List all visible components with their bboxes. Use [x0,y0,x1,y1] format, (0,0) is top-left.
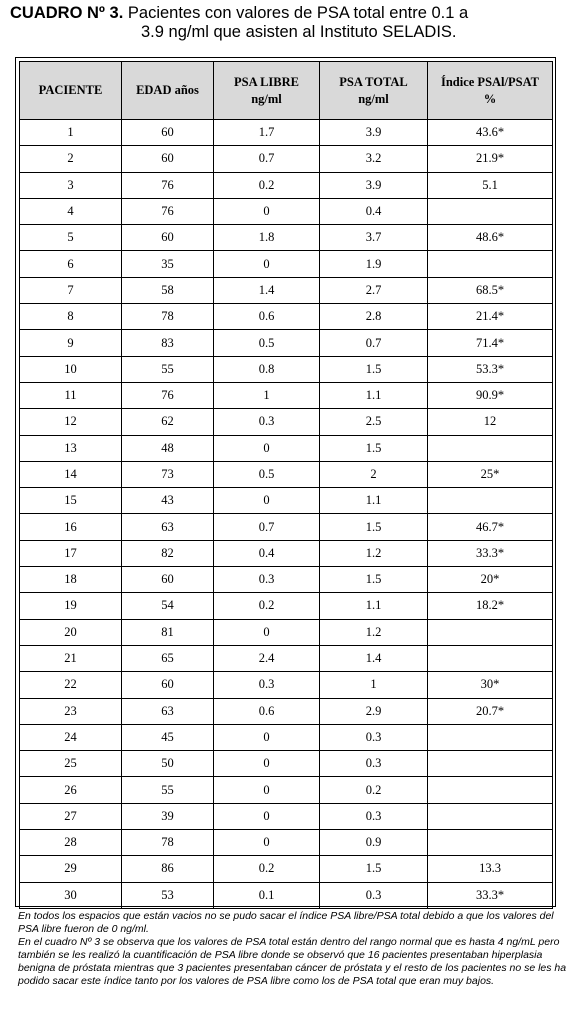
cell-edad: 60 [122,672,214,698]
cell-psa-total: 0.3 [320,882,428,908]
cell-psa-libre: 1.8 [214,225,320,251]
cell-paciente: 3 [20,172,122,198]
cell-psa-total: 1 [320,672,428,698]
header-edad: EDAD años [122,62,214,120]
cell-edad: 63 [122,514,214,540]
cell-psa-total: 2 [320,461,428,487]
cell-edad: 53 [122,882,214,908]
cell-psa-total: 0.3 [320,751,428,777]
cell-indice [428,251,553,277]
table-row [20,698,553,724]
cell-edad: 76 [122,172,214,198]
cell-indice: 46.7* [428,514,553,540]
cell-psa-libre: 0.2 [214,593,320,619]
cell-psa-libre: 0 [214,803,320,829]
cell-edad: 78 [122,304,214,330]
table-row [20,514,553,540]
cell-edad: 58 [122,277,214,303]
cell-indice: 20.7* [428,698,553,724]
cell-psa-total: 3.9 [320,120,428,146]
table-row [20,435,553,461]
cell-paciente: 9 [20,330,122,356]
table-row [20,856,553,882]
table-body [20,120,553,909]
cell-psa-total: 1.2 [320,540,428,566]
cell-psa-libre: 0.2 [214,172,320,198]
cell-edad: 48 [122,435,214,461]
footnote [18,910,571,988]
cell-psa-total: 3.9 [320,172,428,198]
table-header-row [20,62,553,120]
cell-indice: 90.9* [428,382,553,408]
cell-edad: 39 [122,803,214,829]
cell-psa-libre: 0.5 [214,330,320,356]
cell-edad: 63 [122,698,214,724]
cell-psa-libre: 0.4 [214,540,320,566]
cell-psa-total: 1.5 [320,856,428,882]
cell-indice [428,751,553,777]
cell-paciente: 8 [20,304,122,330]
cell-indice [428,198,553,224]
cell-indice [428,830,553,856]
cell-paciente: 15 [20,488,122,514]
cell-psa-total: 3.2 [320,146,428,172]
cell-psa-total: 1.1 [320,593,428,619]
cell-edad: 82 [122,540,214,566]
cell-paciente: 13 [20,435,122,461]
table-row [20,803,553,829]
cell-paciente: 11 [20,382,122,408]
cell-indice: 48.6* [428,225,553,251]
cell-indice: 43.6* [428,120,553,146]
cell-paciente: 7 [20,277,122,303]
patients-table [19,61,553,909]
cell-indice: 30* [428,672,553,698]
cell-psa-total: 1.5 [320,514,428,540]
caption-text-line1: Pacientes con valores de PSA total entre 0.1 a [127,4,469,22]
cell-paciente: 30 [20,882,122,908]
table-row [20,645,553,671]
cell-indice: 13.3 [428,856,553,882]
cell-indice: 21.9* [428,146,553,172]
cell-edad: 81 [122,619,214,645]
table-row [20,409,553,435]
cell-edad: 43 [122,488,214,514]
cell-psa-total: 0.4 [320,198,428,224]
cell-edad: 60 [122,225,214,251]
header-paciente: PACIENTE [20,62,122,120]
table-row [20,593,553,619]
cell-edad: 86 [122,856,214,882]
cell-edad: 55 [122,356,214,382]
cell-psa-libre: 0.3 [214,672,320,698]
cell-paciente: 12 [20,409,122,435]
cell-edad: 45 [122,724,214,750]
cell-psa-total: 2.8 [320,304,428,330]
table-row [20,146,553,172]
table-row [20,356,553,382]
cell-psa-libre: 0 [214,619,320,645]
cell-edad: 78 [122,830,214,856]
cell-paciente: 10 [20,356,122,382]
table-row [20,488,553,514]
cell-paciente: 16 [20,514,122,540]
cell-indice: 21.4* [428,304,553,330]
header-psa-total: PSA TOTAL ng/ml [320,62,428,120]
cell-indice: 33.3* [428,882,553,908]
cell-psa-total: 3.7 [320,225,428,251]
cell-psa-total: 1.2 [320,619,428,645]
cell-indice [428,777,553,803]
cell-edad: 83 [122,330,214,356]
cell-indice: 18.2* [428,593,553,619]
cell-indice [428,619,553,645]
cell-psa-total: 1.9 [320,251,428,277]
cell-psa-libre: 0 [214,724,320,750]
cell-paciente: 14 [20,461,122,487]
cell-psa-total: 1.1 [320,488,428,514]
table-caption [10,4,570,42]
table-frame [15,57,556,907]
cell-indice [428,803,553,829]
table-row [20,382,553,408]
table-row [20,672,553,698]
cell-paciente: 28 [20,830,122,856]
cell-edad: 73 [122,461,214,487]
cell-psa-libre: 0 [214,488,320,514]
cell-psa-libre: 0 [214,435,320,461]
footnote-paragraph-2: En el cuadro Nº 3 se observa que los valores de PSA total están dentro del rango normal que es hasta 4 ng/mL pero también se les realizó la cuantificación de PSA libre donde se observó que 16 pacientes presentaban hiperplasia benigna de próstata mientras que 3 pacientes presentaban cáncer de próstata y el resto de los pacientes no se les ha podido sacar este índice tanto por los valores de PSA libre como los de PSA total que eran muy bajos. [18,936,567,987]
cell-paciente: 18 [20,567,122,593]
cell-edad: 62 [122,409,214,435]
caption-label: CUADRO Nº 3. [10,4,124,22]
cell-psa-libre: 0 [214,751,320,777]
cell-psa-libre: 0.8 [214,356,320,382]
cell-psa-libre: 1.7 [214,120,320,146]
header-psa-libre: PSA LIBRE ng/ml [214,62,320,120]
table-row [20,330,553,356]
cell-psa-total: 1.5 [320,567,428,593]
cell-psa-total: 1.5 [320,356,428,382]
cell-indice: 12 [428,409,553,435]
table-row [20,724,553,750]
cell-psa-total: 0.3 [320,724,428,750]
cell-paciente: 1 [20,120,122,146]
cell-indice: 53.3* [428,356,553,382]
cell-edad: 60 [122,120,214,146]
cell-indice: 25* [428,461,553,487]
cell-edad: 76 [122,198,214,224]
cell-psa-total: 0.9 [320,830,428,856]
cell-edad: 65 [122,645,214,671]
table-row [20,619,553,645]
cell-psa-total: 1.1 [320,382,428,408]
cell-paciente: 25 [20,751,122,777]
cell-paciente: 17 [20,540,122,566]
caption-text-line2: 3.9 ng/ml que asisten al Instituto SELADIS. [141,23,457,41]
cell-edad: 76 [122,382,214,408]
cell-edad: 60 [122,146,214,172]
cell-psa-total: 2.7 [320,277,428,303]
cell-psa-libre: 1 [214,382,320,408]
cell-paciente: 2 [20,146,122,172]
cell-indice: 33.3* [428,540,553,566]
table-row [20,198,553,224]
cell-psa-libre: 0.7 [214,514,320,540]
cell-psa-libre: 2.4 [214,645,320,671]
cell-psa-libre: 0 [214,198,320,224]
table-row [20,304,553,330]
table-row [20,777,553,803]
table-row [20,172,553,198]
table-row [20,882,553,908]
cell-psa-libre: 0.6 [214,304,320,330]
cell-paciente: 19 [20,593,122,619]
cell-psa-libre: 0 [214,777,320,803]
cell-paciente: 20 [20,619,122,645]
cell-indice: 68.5* [428,277,553,303]
cell-paciente: 23 [20,698,122,724]
cell-psa-total: 2.9 [320,698,428,724]
cell-psa-libre: 1.4 [214,277,320,303]
cell-psa-libre: 0.1 [214,882,320,908]
cell-paciente: 29 [20,856,122,882]
table-row [20,461,553,487]
cell-indice [428,435,553,461]
cell-indice [428,724,553,750]
table-row [20,277,553,303]
table-row [20,540,553,566]
cell-psa-total: 0.7 [320,330,428,356]
cell-paciente: 6 [20,251,122,277]
cell-psa-libre: 0.6 [214,698,320,724]
header-indice: Índice PSAl/PSAT % [428,62,553,120]
cell-psa-libre: 0.5 [214,461,320,487]
cell-psa-libre: 0.7 [214,146,320,172]
cell-paciente: 4 [20,198,122,224]
cell-indice [428,645,553,671]
cell-indice [428,488,553,514]
table-row [20,751,553,777]
cell-psa-total: 0.2 [320,777,428,803]
cell-paciente: 21 [20,645,122,671]
cell-paciente: 24 [20,724,122,750]
table-row [20,567,553,593]
cell-edad: 54 [122,593,214,619]
cell-psa-libre: 0 [214,830,320,856]
table-row [20,120,553,146]
cell-paciente: 5 [20,225,122,251]
cell-psa-libre: 0 [214,251,320,277]
cell-edad: 55 [122,777,214,803]
cell-paciente: 26 [20,777,122,803]
cell-edad: 60 [122,567,214,593]
cell-psa-total: 1.5 [320,435,428,461]
cell-indice: 71.4* [428,330,553,356]
cell-paciente: 22 [20,672,122,698]
table-row [20,251,553,277]
cell-indice: 5.1 [428,172,553,198]
table-row [20,225,553,251]
cell-edad: 35 [122,251,214,277]
cell-psa-total: 2.5 [320,409,428,435]
cell-indice: 20* [428,567,553,593]
cell-psa-libre: 0.3 [214,409,320,435]
table-row [20,830,553,856]
footnote-paragraph-1: En todos los espacios que están vacios no se pudo sacar el índice PSA libre/PSA total debido a que los valores del PSA libre fueron de 0 ng/ml. [18,910,554,935]
cell-psa-libre: 0.3 [214,567,320,593]
cell-psa-total: 0.3 [320,803,428,829]
cell-psa-total: 1.4 [320,645,428,671]
cell-psa-libre: 0.2 [214,856,320,882]
cell-edad: 50 [122,751,214,777]
cell-paciente: 27 [20,803,122,829]
